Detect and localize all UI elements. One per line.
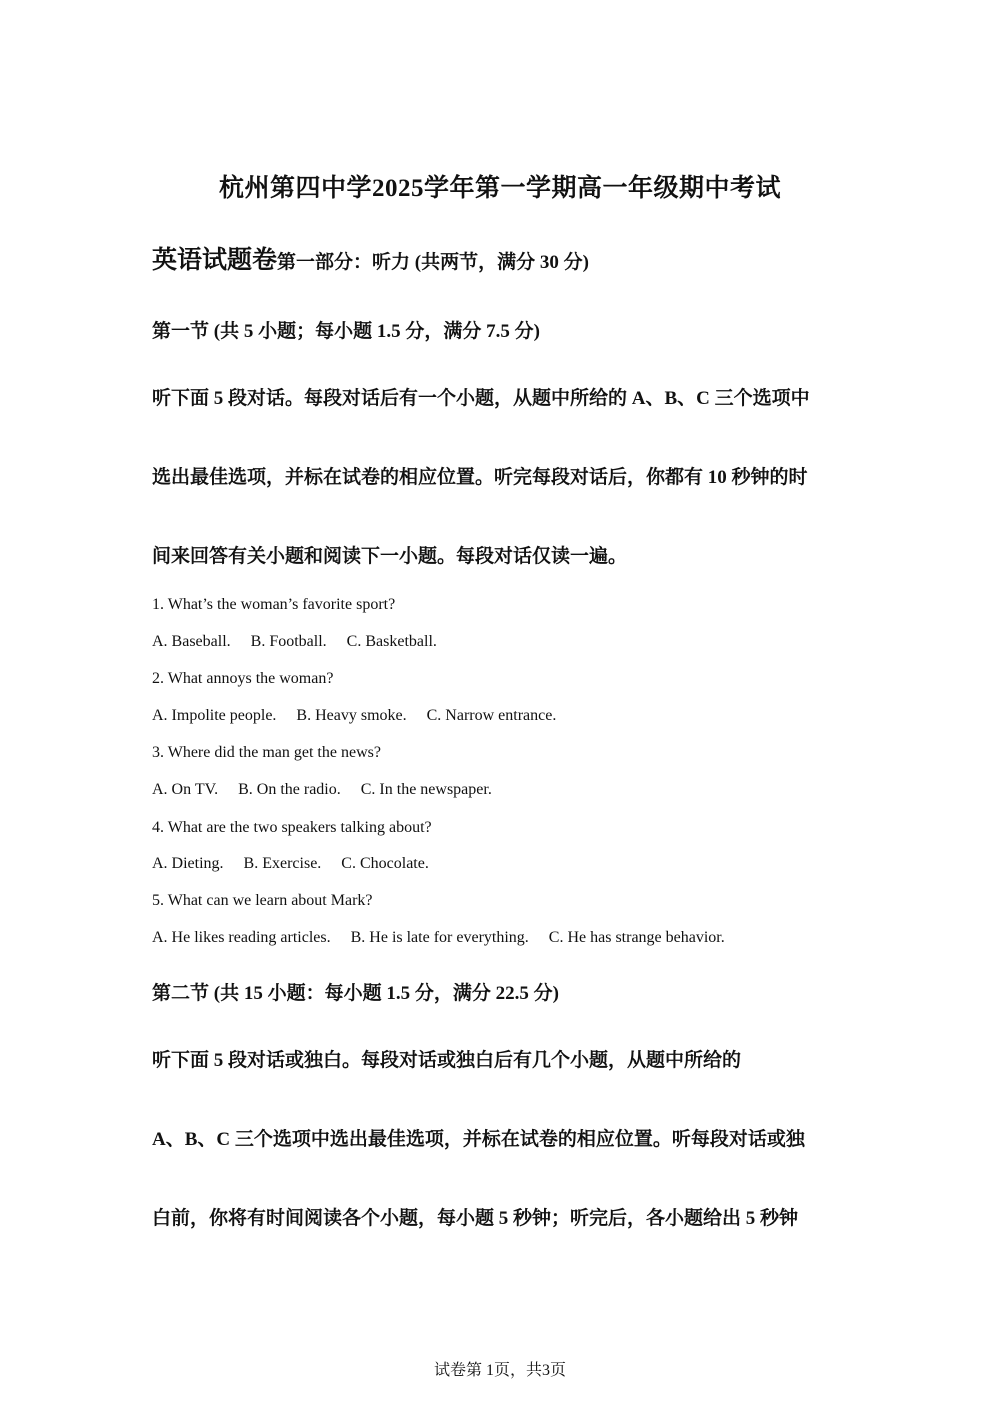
question-5-options <box>152 929 725 947</box>
section-2-instruction-line: A、B、C 三个选项中选出最佳选项，并标在试卷的相应位置。听每段对话或独 <box>152 1129 805 1150</box>
section-2-instruction-line: 白前，你将有时间阅读各个小题，每小题 5 秒钟；听完后，各小题给出 5 秒钟 <box>152 1208 799 1229</box>
option-b: B. He is late for everything. <box>350 929 529 946</box>
option-a: A. Impolite people. <box>152 707 277 724</box>
paper-name: 英语试题卷 <box>152 247 278 274</box>
section-1-instruction-line: 间来回答有关小题和阅读下一小题。每段对话仅读一遍。 <box>152 546 628 567</box>
part-one-heading: 第一部分：听力 (共两节，满分 30 分) <box>277 252 589 273</box>
option-c: C. Chocolate. <box>341 855 429 872</box>
question-5: 5. What can we learn about Mark? <box>152 892 373 909</box>
option-a: A. Baseball. <box>152 633 231 650</box>
section-2-instruction-line: 听下面 5 段对话或独白。每段对话或独白后有几个小题，从题中所给的 <box>152 1050 742 1071</box>
option-c: C. Narrow entrance. <box>426 707 557 724</box>
section-2-heading: 第二节 (共 15 小题：每小题 1.5 分，满分 22.5 分) <box>152 983 559 1004</box>
option-c: C. Basketball. <box>346 633 437 650</box>
question-2-options <box>152 707 556 725</box>
option-b: B. Football. <box>250 633 327 650</box>
question-3: 3. Where did the man get the news? <box>152 744 381 761</box>
option-c: C. He has strange behavior. <box>548 929 725 946</box>
question-3-options <box>152 781 492 799</box>
option-c: C. In the newspaper. <box>360 781 492 798</box>
option-b: B. Exercise. <box>243 855 322 872</box>
question-4: 4. What are the two speakers talking about? <box>152 819 432 836</box>
page-footer: 试卷第 1页，共3页 <box>433 1362 566 1379</box>
question-2: 2. What annoys the woman? <box>152 670 334 687</box>
question-1-options <box>152 633 437 651</box>
section-1-instruction-line: 听下面 5 段对话。每段对话后有一个小题，从题中所给的 A、B、C 三个选项中 <box>152 388 810 409</box>
option-a: A. On TV. <box>152 781 219 798</box>
option-b: B. On the radio. <box>238 781 341 798</box>
option-a: A. Dieting. <box>152 855 224 872</box>
subtitle-row <box>152 240 589 276</box>
option-a: A. He likes reading articles. <box>152 929 331 946</box>
section-1-heading: 第一节 (共 5 小题；每小题 1.5 分，满分 7.5 分) <box>152 321 540 342</box>
section-1-instruction-line: 选出最佳选项，并标在试卷的相应位置。听完每段对话后，你都有 10 秒钟的时 <box>152 467 808 488</box>
exam-title: 杭州第四中学2025学年第一学期高一年级期中考试 <box>218 175 781 202</box>
question-1: 1. What’s the woman’s favorite sport? <box>152 596 396 613</box>
option-b: B. Heavy smoke. <box>296 707 407 724</box>
question-4-options <box>152 855 429 873</box>
